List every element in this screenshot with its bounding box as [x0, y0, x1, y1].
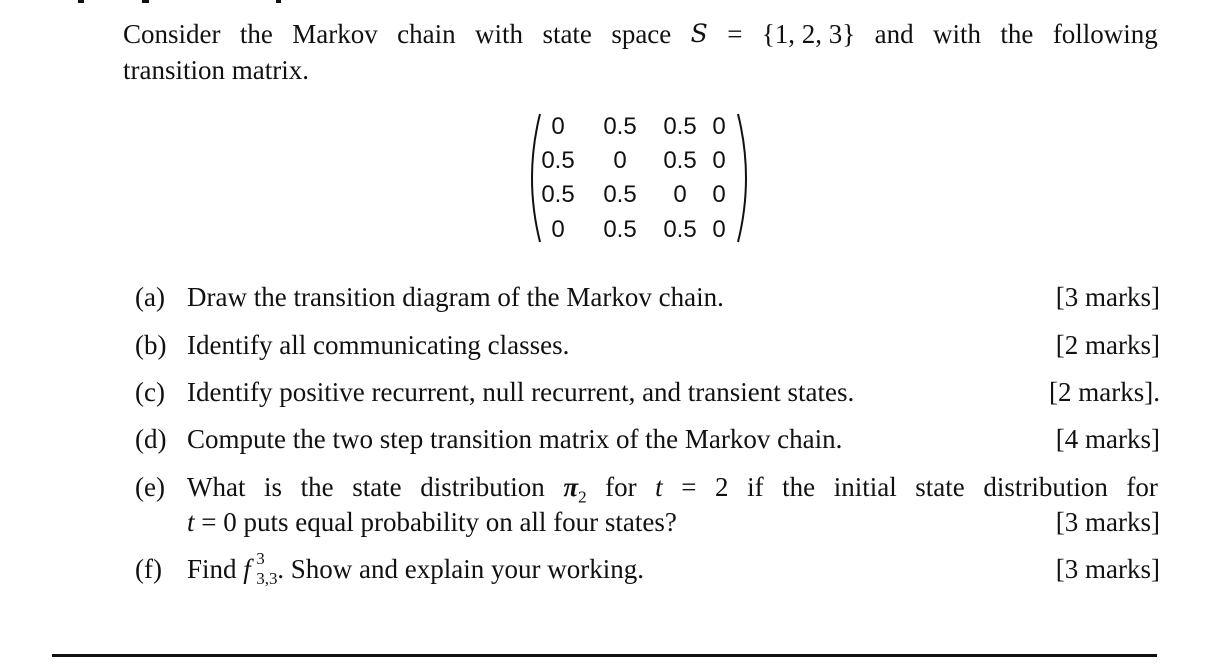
question-word: the [300, 472, 334, 502]
question-word: for [605, 472, 637, 502]
pi-subscript: 2 [578, 487, 587, 507]
intro-word: chain [397, 19, 456, 49]
intro-word: Consider [123, 19, 221, 49]
intro-line-2: transition matrix. [123, 55, 309, 85]
f-symbol [243, 549, 278, 588]
question-word: for [1126, 472, 1158, 502]
matrix-cell: 0 [551, 216, 565, 243]
transition-matrix [526, 111, 752, 245]
question-text-line-2 [187, 509, 677, 536]
question-word: is [264, 472, 283, 502]
matrix-cell: 0 [673, 181, 687, 208]
equals-sign: = [727, 19, 743, 49]
matrix-cell: 0 [712, 147, 726, 174]
question-marks: [3 marks] [1055, 282, 1160, 312]
question-text: . Show and explain your working. [277, 554, 644, 584]
question-label: (d) [135, 424, 167, 454]
t-symbol: t [187, 507, 195, 537]
question-text-line-1 [187, 474, 1158, 505]
matrix-cell: 0 [613, 147, 627, 174]
matrix-cell: 0.5 [663, 216, 697, 243]
intro-word: with [933, 19, 982, 49]
intro-word: the [1000, 19, 1034, 49]
matrix-cell: 0.5 [541, 181, 575, 208]
top-rule-fragment [50, 0, 270, 3]
question-label: (a) [135, 282, 165, 312]
question-text: Identify all communicating classes. [187, 330, 570, 360]
question-text: Compute the two step transition matrix of the Markov chain. [187, 424, 843, 454]
question-label: (b) [135, 330, 167, 360]
f-letter: f [243, 554, 251, 584]
matrix-cell: 0 [712, 181, 726, 208]
question-word: What [187, 472, 246, 502]
question-text: Identify positive recurrent, null recurrent, and transient states. [187, 377, 855, 407]
f-superscript: 3 [256, 549, 265, 568]
intro-word: Markov [292, 19, 378, 49]
matrix-cell: 0 [712, 216, 726, 243]
matrix-cell: 0.5 [663, 147, 697, 174]
matrix-cell: 0 [712, 113, 726, 140]
intro-line-1-text [123, 21, 1158, 48]
question-word: 2 [715, 472, 729, 502]
question-word: = [681, 472, 697, 502]
question-text: Draw the transition diagram of the Markov chain. [187, 282, 724, 312]
intro-word: following [1052, 19, 1158, 49]
matrix-cell: 0.5 [603, 181, 637, 208]
intro-word: the [239, 19, 273, 49]
question-marks: [2 marks] [1055, 330, 1160, 360]
question-word: initial [833, 472, 897, 502]
bottom-rule [52, 654, 1157, 657]
matrix-cell: 0.5 [603, 113, 637, 140]
state-set: {1, 2, 3} [761, 19, 856, 49]
set-symbol: S [690, 19, 708, 48]
question-word: the [782, 472, 816, 502]
question-text [187, 549, 644, 588]
question-word: distribution [983, 472, 1108, 502]
question-marks: [3 marks] [1055, 507, 1160, 537]
intro-word: with [475, 19, 524, 49]
question-label: (c) [135, 377, 165, 407]
question-word: if [747, 472, 764, 502]
f-subscript: 3,3 [256, 569, 278, 588]
pi-symbol: $\pi_2$ [563, 472, 587, 507]
intro-word: space [611, 19, 672, 49]
question-word: distribution [420, 472, 545, 502]
matrix-cell: 0.5 [603, 216, 637, 243]
question-word: state [915, 472, 965, 502]
matrix-cell: 0.5 [663, 113, 697, 140]
intro-word: and [874, 19, 914, 49]
matrix-cell: 0 [551, 113, 565, 140]
question-word: Find [187, 554, 244, 584]
question-marks: [3 marks] [1055, 554, 1160, 584]
matrix-cell: 0.5 [541, 147, 575, 174]
question-label: (f) [135, 554, 162, 584]
question-text: = 0 puts equal probability on all four states? [201, 507, 677, 537]
t-symbol: t [655, 472, 663, 502]
question-label: (e) [135, 472, 165, 502]
question-marks: [2 marks]. [1049, 377, 1160, 407]
intro-word: state [542, 19, 592, 49]
question-marks: [4 marks] [1055, 424, 1160, 454]
question-word: state [352, 472, 402, 502]
